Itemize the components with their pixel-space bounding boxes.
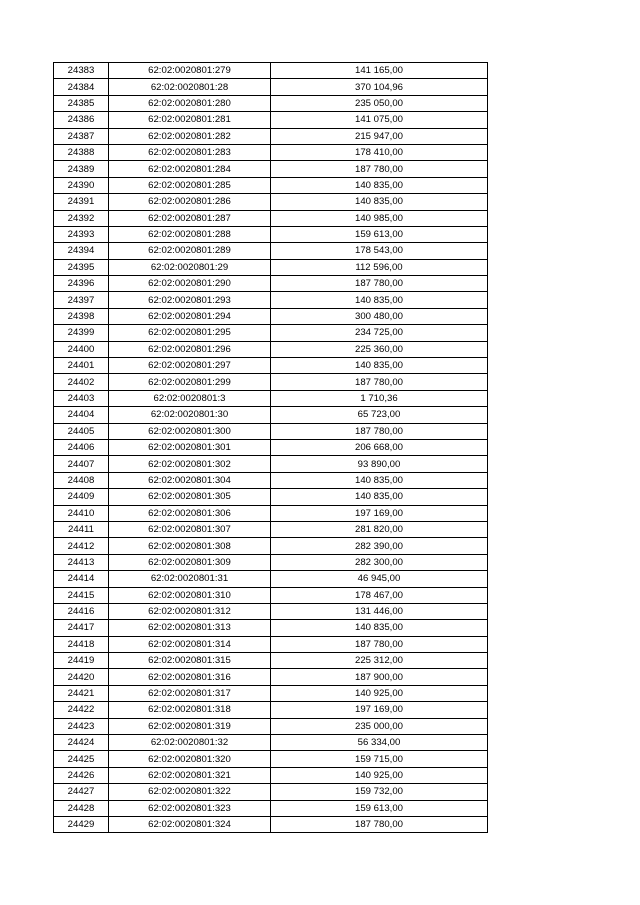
cadastral-number-cell: 62:02:0020801:299 (109, 374, 271, 390)
cadastral-number-cell: 62:02:0020801:29 (109, 259, 271, 275)
value-cell: 235 000,00 (271, 718, 488, 734)
table-row (54, 358, 488, 374)
table-row (54, 194, 488, 210)
row-number-cell: 24417 (54, 620, 109, 636)
cadastral-number-cell: 62:02:0020801:309 (109, 554, 271, 570)
table-row (54, 603, 488, 619)
row-number-cell: 24418 (54, 636, 109, 652)
table-row (54, 144, 488, 160)
row-number-cell: 24428 (54, 800, 109, 816)
value-cell: 370 104,96 (271, 79, 488, 95)
row-number-cell: 24412 (54, 538, 109, 554)
cadastral-number-cell: 62:02:0020801:313 (109, 620, 271, 636)
value-cell: 140 835,00 (271, 177, 488, 193)
value-cell: 215 947,00 (271, 128, 488, 144)
cadastral-number-cell: 62:02:0020801:305 (109, 489, 271, 505)
cadastral-number-cell: 62:02:0020801:317 (109, 685, 271, 701)
table-row (54, 226, 488, 242)
value-cell: 140 835,00 (271, 358, 488, 374)
row-number-cell: 24395 (54, 259, 109, 275)
cadastral-number-cell: 62:02:0020801:294 (109, 308, 271, 324)
value-cell: 141 165,00 (271, 63, 488, 79)
cadastral-number-cell: 62:02:0020801:32 (109, 735, 271, 751)
table-row (54, 390, 488, 406)
row-number-cell: 24408 (54, 472, 109, 488)
row-number-cell: 24403 (54, 390, 109, 406)
value-cell: 282 300,00 (271, 554, 488, 570)
cadastral-number-cell: 62:02:0020801:295 (109, 325, 271, 341)
value-cell: 1 710,36 (271, 390, 488, 406)
row-number-cell: 24422 (54, 702, 109, 718)
row-number-cell: 24388 (54, 144, 109, 160)
cadastral-number-cell: 62:02:0020801:306 (109, 505, 271, 521)
row-number-cell: 24407 (54, 456, 109, 472)
row-number-cell: 24413 (54, 554, 109, 570)
cadastral-number-cell: 62:02:0020801:282 (109, 128, 271, 144)
cadastral-number-cell: 62:02:0020801:285 (109, 177, 271, 193)
row-number-cell: 24384 (54, 79, 109, 95)
cadastral-number-cell: 62:02:0020801:284 (109, 161, 271, 177)
cadastral-number-cell: 62:02:0020801:324 (109, 816, 271, 832)
row-number-cell: 24406 (54, 439, 109, 455)
cadastral-number-cell: 62:02:0020801:321 (109, 767, 271, 783)
row-number-cell: 24420 (54, 669, 109, 685)
table-row (54, 259, 488, 275)
row-number-cell: 24386 (54, 112, 109, 128)
cadastral-number-cell: 62:02:0020801:316 (109, 669, 271, 685)
table-row (54, 521, 488, 537)
row-number-cell: 24394 (54, 243, 109, 259)
row-number-cell: 24401 (54, 358, 109, 374)
cadastral-number-cell: 62:02:0020801:286 (109, 194, 271, 210)
value-cell: 56 334,00 (271, 735, 488, 751)
value-cell: 141 075,00 (271, 112, 488, 128)
table-row (54, 407, 488, 423)
table-row (54, 325, 488, 341)
row-number-cell: 24389 (54, 161, 109, 177)
value-cell: 140 835,00 (271, 194, 488, 210)
value-cell: 140 925,00 (271, 685, 488, 701)
row-number-cell: 24387 (54, 128, 109, 144)
value-cell: 46 945,00 (271, 571, 488, 587)
table-body (54, 63, 488, 833)
value-cell: 140 835,00 (271, 472, 488, 488)
value-cell: 131 446,00 (271, 603, 488, 619)
cadastral-number-cell: 62:02:0020801:315 (109, 653, 271, 669)
cadastral-number-cell: 62:02:0020801:296 (109, 341, 271, 357)
row-number-cell: 24385 (54, 95, 109, 111)
value-cell: 187 780,00 (271, 816, 488, 832)
value-cell: 140 925,00 (271, 767, 488, 783)
value-cell: 112 596,00 (271, 259, 488, 275)
table-row (54, 554, 488, 570)
table-row (54, 538, 488, 554)
cadastral-number-cell: 62:02:0020801:281 (109, 112, 271, 128)
table-row (54, 800, 488, 816)
value-cell: 159 613,00 (271, 800, 488, 816)
cadastral-number-cell: 62:02:0020801:314 (109, 636, 271, 652)
row-number-cell: 24405 (54, 423, 109, 439)
cadastral-number-cell: 62:02:0020801:301 (109, 439, 271, 455)
cadastral-number-cell: 62:02:0020801:283 (109, 144, 271, 160)
value-cell: 235 050,00 (271, 95, 488, 111)
table-row (54, 587, 488, 603)
value-cell: 225 360,00 (271, 341, 488, 357)
cadastral-number-cell: 62:02:0020801:289 (109, 243, 271, 259)
table-row (54, 685, 488, 701)
value-cell: 187 780,00 (271, 276, 488, 292)
table-row (54, 702, 488, 718)
value-cell: 187 780,00 (271, 636, 488, 652)
row-number-cell: 24383 (54, 63, 109, 79)
value-cell: 159 732,00 (271, 784, 488, 800)
row-number-cell: 24396 (54, 276, 109, 292)
table-row (54, 439, 488, 455)
cadastral-number-cell: 62:02:0020801:30 (109, 407, 271, 423)
row-number-cell: 24391 (54, 194, 109, 210)
row-number-cell: 24424 (54, 735, 109, 751)
cadastral-value-table (53, 62, 488, 833)
value-cell: 178 410,00 (271, 144, 488, 160)
table-row (54, 636, 488, 652)
table-row (54, 751, 488, 767)
table-row (54, 767, 488, 783)
cadastral-number-cell: 62:02:0020801:307 (109, 521, 271, 537)
table-row (54, 423, 488, 439)
cadastral-number-cell: 62:02:0020801:28 (109, 79, 271, 95)
cadastral-number-cell: 62:02:0020801:310 (109, 587, 271, 603)
table-row (54, 276, 488, 292)
cadastral-number-cell: 62:02:0020801:312 (109, 603, 271, 619)
table-row (54, 292, 488, 308)
cadastral-number-cell: 62:02:0020801:308 (109, 538, 271, 554)
row-number-cell: 24425 (54, 751, 109, 767)
value-cell: 187 780,00 (271, 423, 488, 439)
value-cell: 187 780,00 (271, 374, 488, 390)
cadastral-number-cell: 62:02:0020801:31 (109, 571, 271, 587)
cadastral-number-cell: 62:02:0020801:287 (109, 210, 271, 226)
table-row (54, 489, 488, 505)
row-number-cell: 24427 (54, 784, 109, 800)
value-cell: 281 820,00 (271, 521, 488, 537)
table-row (54, 735, 488, 751)
cadastral-number-cell: 62:02:0020801:293 (109, 292, 271, 308)
table-row (54, 374, 488, 390)
cadastral-number-cell: 62:02:0020801:290 (109, 276, 271, 292)
table-row (54, 95, 488, 111)
table-row (54, 718, 488, 734)
row-number-cell: 24392 (54, 210, 109, 226)
row-number-cell: 24415 (54, 587, 109, 603)
value-cell: 140 835,00 (271, 489, 488, 505)
cadastral-number-cell: 62:02:0020801:3 (109, 390, 271, 406)
table-row (54, 456, 488, 472)
value-cell: 225 312,00 (271, 653, 488, 669)
value-cell: 300 480,00 (271, 308, 488, 324)
table-row (54, 620, 488, 636)
row-number-cell: 24399 (54, 325, 109, 341)
row-number-cell: 24398 (54, 308, 109, 324)
value-cell: 197 169,00 (271, 702, 488, 718)
table-row (54, 653, 488, 669)
row-number-cell: 24402 (54, 374, 109, 390)
value-cell: 178 467,00 (271, 587, 488, 603)
table-row (54, 79, 488, 95)
cadastral-number-cell: 62:02:0020801:320 (109, 751, 271, 767)
row-number-cell: 24421 (54, 685, 109, 701)
cadastral-number-cell: 62:02:0020801:302 (109, 456, 271, 472)
row-number-cell: 24426 (54, 767, 109, 783)
row-number-cell: 24404 (54, 407, 109, 423)
row-number-cell: 24397 (54, 292, 109, 308)
table-row (54, 243, 488, 259)
table-row (54, 505, 488, 521)
row-number-cell: 24419 (54, 653, 109, 669)
cadastral-number-cell: 62:02:0020801:300 (109, 423, 271, 439)
table-row (54, 669, 488, 685)
table-row (54, 128, 488, 144)
value-cell: 206 668,00 (271, 439, 488, 455)
value-cell: 140 835,00 (271, 292, 488, 308)
value-cell: 187 780,00 (271, 161, 488, 177)
table-row (54, 816, 488, 832)
row-number-cell: 24390 (54, 177, 109, 193)
table-row (54, 472, 488, 488)
table-row (54, 161, 488, 177)
cadastral-number-cell: 62:02:0020801:323 (109, 800, 271, 816)
row-number-cell: 24393 (54, 226, 109, 242)
row-number-cell: 24411 (54, 521, 109, 537)
value-cell: 197 169,00 (271, 505, 488, 521)
table-row (54, 210, 488, 226)
table-row (54, 784, 488, 800)
value-cell: 282 390,00 (271, 538, 488, 554)
table-row (54, 571, 488, 587)
cadastral-number-cell: 62:02:0020801:304 (109, 472, 271, 488)
value-cell: 159 613,00 (271, 226, 488, 242)
value-cell: 65 723,00 (271, 407, 488, 423)
cadastral-number-cell: 62:02:0020801:319 (109, 718, 271, 734)
value-cell: 93 890,00 (271, 456, 488, 472)
row-number-cell: 24416 (54, 603, 109, 619)
cadastral-number-cell: 62:02:0020801:297 (109, 358, 271, 374)
table-row (54, 308, 488, 324)
cadastral-number-cell: 62:02:0020801:322 (109, 784, 271, 800)
value-cell: 178 543,00 (271, 243, 488, 259)
cadastral-number-cell: 62:02:0020801:279 (109, 63, 271, 79)
row-number-cell: 24414 (54, 571, 109, 587)
row-number-cell: 24409 (54, 489, 109, 505)
row-number-cell: 24423 (54, 718, 109, 734)
cadastral-number-cell: 62:02:0020801:288 (109, 226, 271, 242)
value-cell: 187 900,00 (271, 669, 488, 685)
cadastral-number-cell: 62:02:0020801:280 (109, 95, 271, 111)
table-row (54, 63, 488, 79)
table-row (54, 341, 488, 357)
table-row (54, 177, 488, 193)
value-cell: 159 715,00 (271, 751, 488, 767)
value-cell: 234 725,00 (271, 325, 488, 341)
value-cell: 140 985,00 (271, 210, 488, 226)
value-cell: 140 835,00 (271, 620, 488, 636)
cadastral-number-cell: 62:02:0020801:318 (109, 702, 271, 718)
table-row (54, 112, 488, 128)
row-number-cell: 24410 (54, 505, 109, 521)
row-number-cell: 24429 (54, 816, 109, 832)
row-number-cell: 24400 (54, 341, 109, 357)
